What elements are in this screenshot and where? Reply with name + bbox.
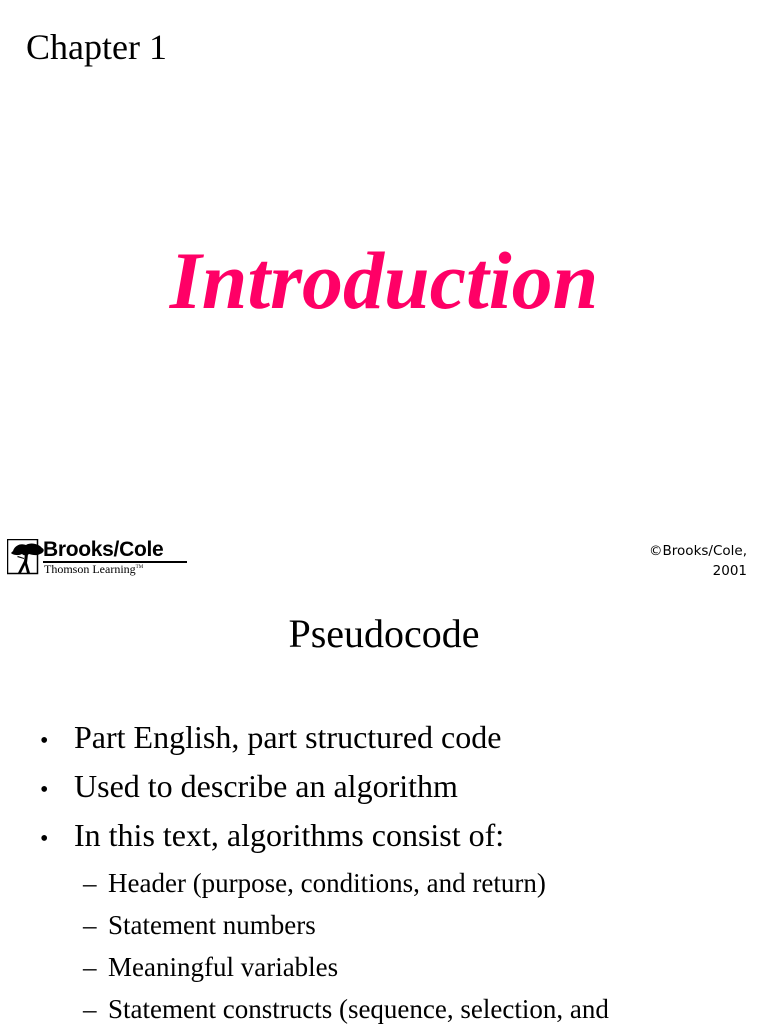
bullet-text: Part English, part structured code [74, 719, 502, 755]
dash-marker: – [83, 994, 97, 1024]
bullet-list [40, 717, 504, 864]
copyright-line-1: ©Brooks/Cole, [649, 543, 747, 559]
bullet-text: Used to describe an algorithm [74, 768, 458, 804]
logo-brand-text: Brooks/Cole [43, 538, 164, 561]
sub-bullet-list [83, 865, 609, 1033]
copyright-line-2: 2001 [712, 562, 747, 579]
logo-subtitle [44, 563, 143, 576]
copyright-notice [649, 542, 747, 581]
sub-bullet-text: Meaningful variables [108, 952, 339, 982]
tree-icon [7, 539, 45, 575]
list-item [83, 865, 609, 907]
list-item [83, 949, 609, 991]
sub-bullet-text: Statement numbers [108, 910, 316, 940]
bullet-marker: • [40, 728, 49, 754]
trademark-mark: TM [135, 565, 144, 570]
logo-subtitle-text: Thomson Learning [44, 562, 136, 576]
bullet-marker: • [40, 777, 49, 803]
list-item [83, 907, 609, 949]
bullet-text: In this text, algorithms consist of: [74, 817, 505, 853]
list-item [40, 766, 504, 815]
list-item [83, 991, 609, 1033]
dash-marker: – [83, 868, 97, 898]
chapter-label: Chapter 1 [26, 27, 167, 67]
list-item [40, 815, 504, 864]
sub-bullet-text: Statement constructs (sequence, selection, and [108, 994, 609, 1024]
list-item [40, 717, 504, 766]
dash-marker: – [83, 910, 97, 940]
slide-title: Introduction [169, 235, 599, 326]
sub-bullet-text: Header (purpose, conditions, and return) [108, 868, 546, 898]
dash-marker: – [83, 952, 97, 982]
bullet-marker: • [40, 826, 49, 852]
publisher-logo [7, 539, 207, 579]
slide-2-title: Pseudocode [288, 611, 480, 656]
